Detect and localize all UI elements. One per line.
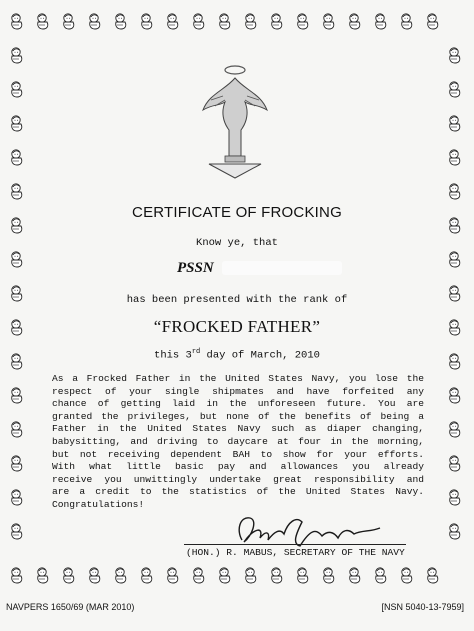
baby-icon	[8, 80, 26, 98]
baby-icon	[112, 566, 130, 584]
baby-icon	[60, 566, 78, 584]
baby-icon	[424, 12, 442, 30]
baby-icon	[8, 148, 26, 166]
baby-icon	[268, 566, 286, 584]
baby-icon	[34, 566, 52, 584]
baby-icon	[446, 46, 464, 64]
body-line: chance of getting laid in the unforeseen future. You are	[52, 398, 424, 410]
baby-icon	[398, 12, 416, 30]
baby-icon	[138, 566, 156, 584]
nsn-number: [NSN 5040-13-7959]	[381, 602, 464, 612]
baby-icon	[216, 566, 234, 584]
baby-icon	[446, 80, 464, 98]
body-line: As a Frocked Father in the United States Navy, you lose the	[52, 373, 424, 384]
baby-icon	[8, 454, 26, 472]
baby-icon	[86, 12, 104, 30]
baby-icon	[190, 12, 208, 30]
body-line: Father in the United States Navy such as diaper changing,	[52, 423, 424, 435]
eagle-emblem-icon	[195, 60, 275, 180]
know-ye-line: Know ye, that	[196, 237, 278, 249]
body-line: granted the privileges, but none of the benefits of being a	[52, 410, 424, 422]
baby-icon	[8, 488, 26, 506]
baby-icon	[446, 522, 464, 540]
baby-icon	[8, 46, 26, 64]
body-line: Congratulations!	[52, 498, 145, 510]
baby-icon	[164, 12, 182, 30]
baby-icon	[34, 12, 52, 30]
date-line: this 3rd day of March, 2010	[154, 348, 320, 362]
baby-icon	[8, 566, 26, 584]
baby-icon	[8, 12, 26, 30]
presented-line: has been presented with the rank of	[126, 294, 348, 306]
baby-icon	[446, 386, 464, 404]
baby-icon	[268, 12, 286, 30]
baby-icon	[424, 566, 442, 584]
baby-icon	[398, 566, 416, 584]
form-number: NAVPERS 1650/69 (MAR 2010)	[6, 602, 135, 612]
baby-icon	[320, 12, 338, 30]
rank-abbreviation: PSSN	[177, 260, 214, 276]
baby-icon	[446, 420, 464, 438]
redacted-name	[222, 261, 342, 275]
baby-icon	[60, 12, 78, 30]
baby-icon	[8, 522, 26, 540]
baby-icon	[138, 12, 156, 30]
baby-icon	[446, 250, 464, 268]
baby-icon	[294, 566, 312, 584]
baby-icon	[372, 566, 390, 584]
body-line: receive you unwittingly undertake great responsibility and	[52, 473, 424, 485]
baby-icon	[446, 488, 464, 506]
baby-icon	[164, 566, 182, 584]
body-line: respect of your single shipmates and have forfeited any	[52, 385, 424, 397]
body-line: are a credit to the statistics of the United States Navy.	[52, 486, 424, 498]
baby-icon	[242, 566, 260, 584]
baby-icon	[446, 454, 464, 472]
body-line: babysitting, and driving to daycare at four in the morning,	[52, 435, 424, 447]
honor-title: “FROCKED FATHER”	[153, 317, 321, 336]
baby-icon	[8, 386, 26, 404]
baby-icon	[372, 12, 390, 30]
baby-icon	[8, 250, 26, 268]
body-line: With what little basic pay and allowances you already	[52, 461, 424, 473]
certificate-title: CERTIFICATE OF FROCKING	[132, 204, 342, 221]
baby-icon	[446, 148, 464, 166]
baby-icon	[86, 566, 104, 584]
signatory-name: (HON.) R. MABUS, SECRETARY OF THE NAVY	[186, 547, 405, 558]
baby-icon	[112, 12, 130, 30]
signature-line	[184, 544, 406, 545]
baby-icon	[346, 12, 364, 30]
baby-icon	[8, 420, 26, 438]
baby-icon	[242, 12, 260, 30]
baby-icon	[346, 566, 364, 584]
baby-icon	[446, 114, 464, 132]
certificate-body	[52, 373, 424, 512]
baby-icon	[8, 182, 26, 200]
baby-icon	[216, 12, 234, 30]
baby-icon	[8, 114, 26, 132]
baby-icon	[190, 566, 208, 584]
body-line: but not receiving dependent BAH to show for your efforts.	[52, 448, 424, 460]
baby-icon	[320, 566, 338, 584]
baby-icon	[294, 12, 312, 30]
baby-icon	[446, 182, 464, 200]
